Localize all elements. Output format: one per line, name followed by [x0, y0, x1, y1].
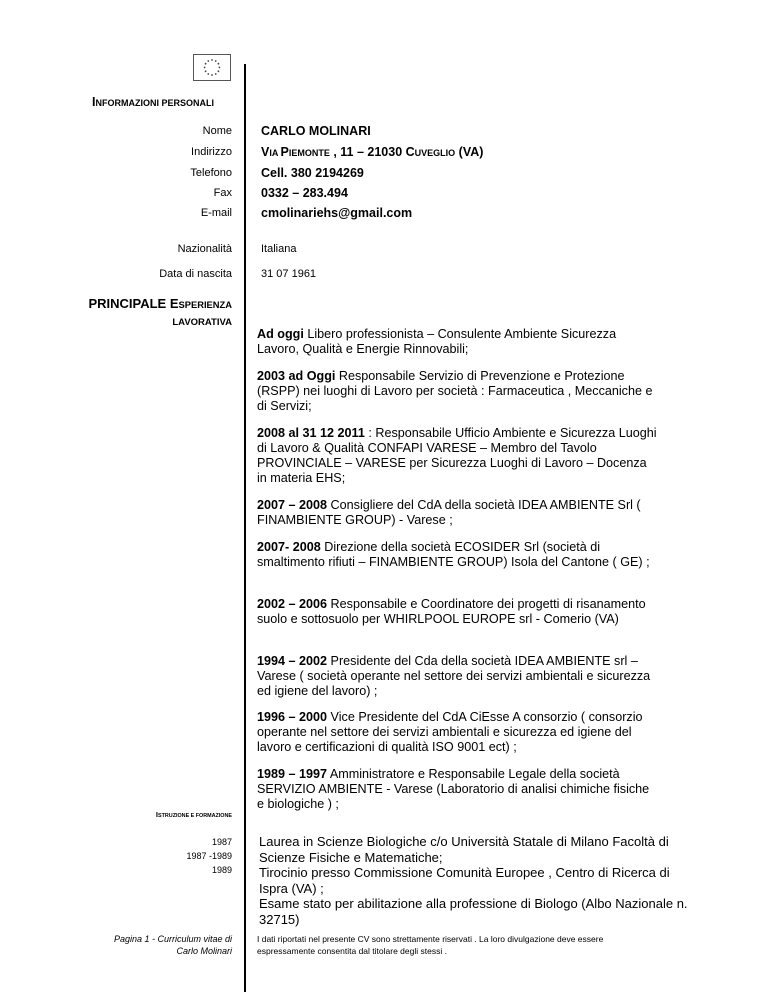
page-footer-label: Pagina 1 - Curriculum vitae di Carlo Molinari — [113, 934, 232, 956]
label-nationality: Nazionalità — [177, 243, 232, 255]
label-fax: Fax — [213, 187, 232, 199]
experience-entry: 1994 – 2002 Presidente del Cda della società IDEA AMBIENTE srl – Varese ( società operante nel settore dei servizi ambientali e sicurezza ed igiene del lavoro) ; — [257, 654, 651, 698]
label-birth-date: Data di nascita — [159, 268, 232, 280]
vertical-divider — [244, 64, 246, 992]
experience-entry: 1996 – 2000 Vice Presidente del CdA CiEsse A consorzio ( consorzio operante nel settore dei servizi ambientali e sicurezza ed igiene del lavoro e certificazioni di qualità ISO 9001 ect) ; — [257, 710, 643, 754]
education-item: Laurea in Scienze Biologiche c/o Università Statale di Milano Facoltà di Scienze Fisiche e Matematiche; — [259, 834, 669, 865]
experience-entry: 2007 – 2008 Consigliere del CdA della società IDEA AMBIENTE Srl ( FINAMBIENTE GROUP) - Varese ; — [257, 498, 641, 527]
experience-entry: Ad oggi Libero professionista – Consulente Ambiente Sicurezza Lavoro, Qualità e Energie Rinnovabili; — [257, 327, 617, 356]
education-item: Esame stato per abilitazione alla professione di Biologo (Albo Nazionale n. 32715) — [259, 896, 688, 927]
section-heading-experience-sub: LAVORATIVA — [172, 317, 232, 328]
experience-entry: 2003 ad Oggi Responsabile Servizio di Prevenzione e Protezione (RSPP) nei luoghi di Lavoro per società : Farmaceutica , Meccaniche e di Servizi; — [257, 369, 653, 413]
experience-entry: 1989 – 1997 Amministratore e Responsabile Legale della società SERVIZIO AMBIENTE - Varese (Laboratorio di analisi chimiche fisiche e biologiche ) ; — [257, 767, 650, 811]
value-nationality: Italiana — [261, 243, 297, 255]
experience-entry: 2008 al 31 12 2011 : Responsabile Ufficio Ambiente e Sicurezza Luoghi di Lavoro & Qualità CONFAPI VARESE – Membro del Tavolo PROVINCIALE – VARESE per Sicurezza Luoghi di Lavoro – Docenza in materia EHS; — [257, 426, 657, 485]
value-phone: Cell. 380 2194269 — [261, 166, 364, 180]
value-address: VIA PIEMONTE , 11 – 21030 CUVEGLIO (VA) — [261, 145, 484, 159]
experience-entry: 2002 – 2006 Responsabile e Coordinatore dei progetti di risanamento suolo e sottosuolo per WHIRLPOOL EUROPE srl - Comerio (VA) — [257, 597, 646, 626]
label-name: Nome — [202, 125, 232, 137]
value-fax: 0332 – 283.494 — [261, 186, 348, 200]
eu-flag-logo — [193, 54, 231, 81]
value-email: cmolinariehs@gmail.com — [261, 206, 413, 220]
eu-stars-icon — [194, 55, 230, 80]
label-phone: Telefono — [190, 167, 232, 179]
privacy-disclaimer: I dati riportati nel presente CV sono strettamente riservati . La loro divulgazione deve essere espressamente consentita dal titolare degli stessi . — [257, 934, 604, 956]
education-year: 1987 -1989 — [186, 851, 232, 861]
education-year: 1987 — [211, 837, 232, 847]
value-birth-date: 31 07 1961 — [261, 268, 317, 280]
label-email: E-mail — [200, 207, 232, 219]
section-heading-personal-info: INFORMAZIONI PERSONALI — [92, 95, 214, 109]
education-year: 1989 — [211, 865, 232, 875]
education-item: Tirocinio presso Commissione Comunità Europee , Centro di Ricerca di Ispra (VA) ; — [259, 865, 670, 896]
experience-entry: 2007- 2008 Direzione della società ECOSIDER Srl (società di smaltimento rifiuti – FINAMBIENTE GROUP) Isola del Cantone ( GE) ; — [257, 540, 650, 569]
section-heading-experience: PRINCIPALE ESPERIENZA — [88, 296, 232, 311]
section-heading-education: ISTRUZIONE E FORMAZIONE — [155, 810, 232, 819]
value-name: CARLO MOLINARI — [261, 124, 371, 138]
label-address: Indirizzo — [191, 146, 232, 158]
